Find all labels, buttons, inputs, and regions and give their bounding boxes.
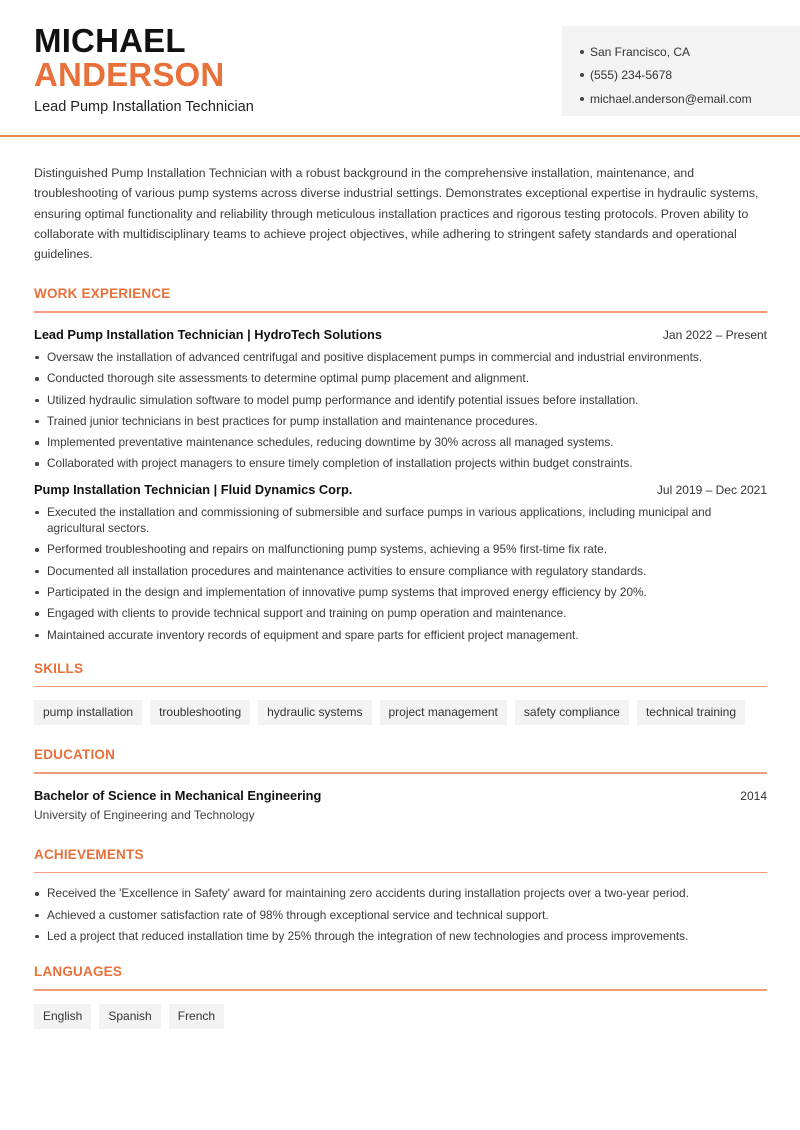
- list-item: Received the 'Excellence in Safety' award for maintaining zero accidents during installation projects over a two-year period.: [34, 885, 767, 901]
- list-item: Achieved a customer satisfaction rate of 98% through exceptional service and technical support.: [34, 907, 767, 923]
- job-title: Lead Pump Installation Technician: [34, 99, 254, 115]
- section-divider: [34, 686, 767, 688]
- achievements-list: [34, 885, 767, 944]
- list-item: Oversaw the installation of advanced centrifugal and positive displacement pumps in commercial and industrial environments.: [34, 349, 767, 365]
- resume-body: [34, 163, 767, 1029]
- section-divider: [34, 311, 767, 313]
- contact-phone: [580, 64, 800, 88]
- list-item: Conducted thorough site assessments to determine optimal pump placement and alignment.: [34, 370, 767, 386]
- list-item: Performed troubleshooting and repairs on malfunctioning pump systems, achieving a 95% first-time fix rate.: [34, 541, 767, 557]
- section-title-languages: LANGUAGES: [34, 964, 123, 980]
- job-role: Pump Installation Technician | Fluid Dynamics Corp.: [34, 481, 353, 497]
- list-item: Participated in the design and implementation of innovative pump systems that improved energy efficiency by 20%.: [34, 584, 767, 600]
- section-title-education: EDUCATION: [34, 747, 116, 763]
- education-section: [34, 747, 767, 822]
- language-tag: Spanish: [99, 1004, 160, 1029]
- job-bullets: [34, 349, 767, 472]
- first-name: MICHAEL: [34, 22, 186, 59]
- list-item: Executed the installation and commissioning of submersible and surface pumps in various applications, including municipal and agricultural sectors.: [34, 504, 767, 537]
- bullet-icon: [580, 50, 584, 54]
- resume-header: [0, 0, 800, 138]
- work-experience-section: [34, 286, 767, 642]
- section-divider: [34, 989, 767, 991]
- section-title-work: WORK EXPERIENCE: [34, 286, 171, 302]
- graduation-year: 2014: [740, 788, 767, 803]
- skill-tag: troubleshooting: [150, 700, 250, 725]
- section-title-achievements: ACHIEVEMENTS: [34, 846, 144, 862]
- skills-tags: [34, 700, 767, 725]
- skill-tag: technical training: [637, 700, 745, 725]
- section-divider: [34, 772, 767, 774]
- bullet-icon: [580, 97, 584, 101]
- skill-tag: pump installation: [34, 700, 142, 725]
- skill-tag: safety compliance: [515, 700, 629, 725]
- job-dates: Jan 2022 – Present: [662, 327, 767, 342]
- languages-section: [34, 964, 767, 1029]
- bullet-icon: [580, 73, 584, 77]
- language-tags: [34, 1004, 767, 1029]
- section-title-skills: SKILLS: [34, 660, 84, 676]
- contact-email[interactable]: [580, 87, 800, 111]
- list-item: Engaged with clients to provide technical support and training on pump operation and maintenance.: [34, 605, 767, 621]
- list-item: Led a project that reduced installation time by 25% through the integration of new technologies and process improvements.: [34, 928, 767, 944]
- job-role: Lead Pump Installation Technician | HydroTech Solutions: [34, 326, 382, 342]
- degree: Bachelor of Science in Mechanical Engineering: [34, 787, 322, 803]
- skill-tag: project management: [380, 700, 507, 725]
- skill-tag: hydraulic systems: [258, 700, 371, 725]
- list-item: Maintained accurate inventory records of equipment and spare parts for efficient project management.: [34, 627, 767, 643]
- phone-text: (555) 234-5678: [590, 68, 673, 83]
- contact-location: [580, 40, 800, 64]
- school: University of Engineering and Technology: [34, 807, 255, 822]
- email-text[interactable]: michael.anderson@email.com: [590, 91, 752, 106]
- skills-section: [34, 661, 767, 726]
- language-tag: English: [34, 1004, 91, 1029]
- header-divider: [0, 135, 800, 137]
- summary: Distinguished Pump Installation Technician with a robust background in the comprehensive installation, maintenance, and troubleshooting of various pump systems across diverse industrial settings. Demonstrates exceptional expertise in hydraulic systems, ensuring optimal functionality and reliability through meticulous installation practices and rigorous testing protocols. Proven ability to collaborate with multidisciplinary teams to achieve project objectives, while adhering to stringent safety standards and operational guidelines.: [34, 166, 759, 262]
- section-divider: [34, 872, 767, 874]
- list-item: Documented all installation procedures and maintenance activities to ensure compliance with regulatory standards.: [34, 563, 767, 579]
- job-bullets: [34, 504, 767, 643]
- achievements-section: [34, 847, 767, 944]
- last-name: ANDERSON: [34, 56, 225, 93]
- job-entry: [34, 327, 767, 472]
- job-entry: [34, 482, 767, 643]
- list-item: Implemented preventative maintenance schedules, reducing downtime by 30% across all managed systems.: [34, 434, 767, 450]
- list-item: Collaborated with project managers to ensure timely completion of installation projects within budget constraints.: [34, 455, 767, 471]
- language-tag: French: [169, 1004, 224, 1029]
- contact-box: [562, 26, 800, 116]
- list-item: Utilized hydraulic simulation software to model pump performance and identify potential issues before installation.: [34, 392, 767, 408]
- list-item: Trained junior technicians in best practices for pump installation and maintenance procedures.: [34, 413, 767, 429]
- location-text: San Francisco, CA: [590, 44, 691, 59]
- job-dates: Jul 2019 – Dec 2021: [656, 482, 767, 497]
- education-entry: [34, 788, 767, 822]
